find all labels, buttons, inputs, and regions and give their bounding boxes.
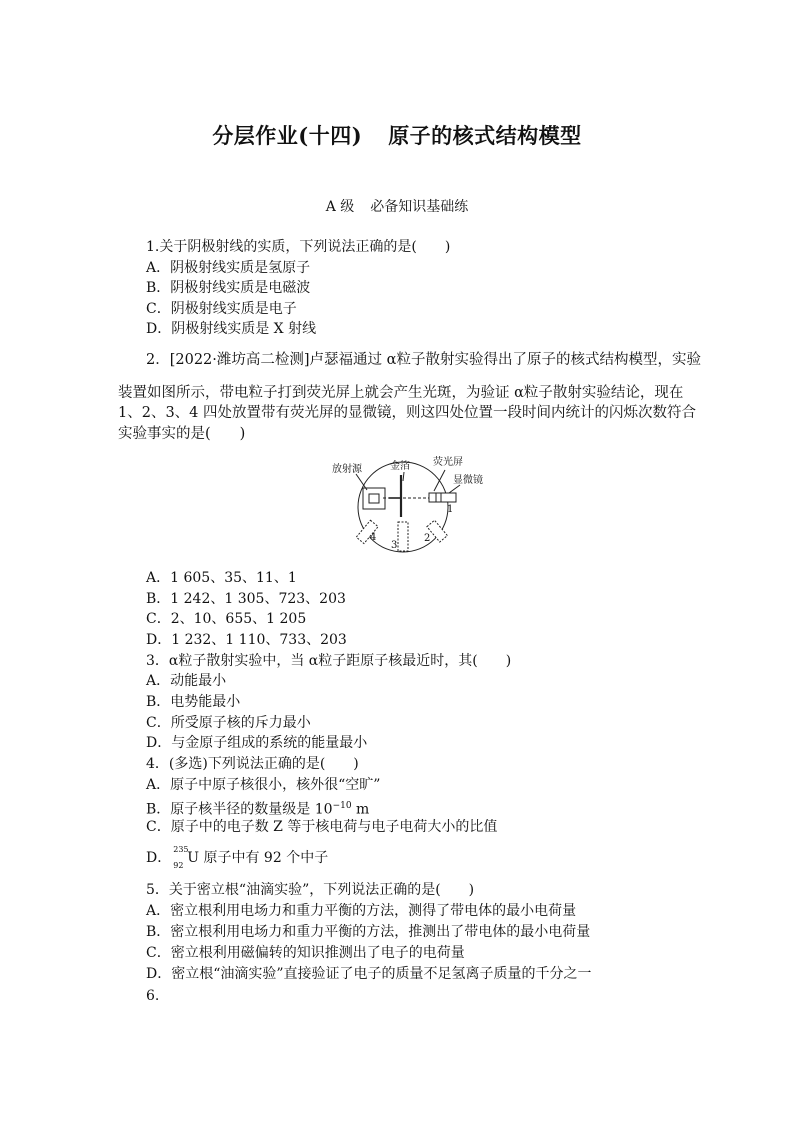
- q2-option-b: B．1 242、1 305、723、203: [146, 591, 346, 607]
- q4-optb-unit: m: [351, 801, 370, 818]
- q3-option-d: D．与金原子组成的系统的能量最小: [146, 735, 368, 751]
- microscope-1: [429, 493, 456, 502]
- section-name: 必备知识基础练: [370, 199, 469, 215]
- q1-option-a: A．阴极射线实质是氢原子: [146, 260, 311, 276]
- mass-number: 235: [173, 845, 189, 854]
- label-screen: 荧光屏: [433, 457, 463, 468]
- q4-option-a: A．原子中原子核很小，核外很“空旷”: [146, 777, 381, 793]
- q3-option-b: B．电势能最小: [146, 694, 241, 710]
- label-pos2: 2: [424, 533, 431, 544]
- title-part2: 原子的核式结构模型: [388, 123, 582, 148]
- q4-optb-text: B．原子核半径的数量级是 10: [146, 801, 333, 818]
- q2-option-d: D．1 232、1 110、733、203: [146, 632, 347, 648]
- q2-stem-line3: 1、2、3、4 四处放置带有荧光屏的显微镜，则这四处位置一段时间内统计的闪烁次数符合: [118, 405, 697, 421]
- rutherford-apparatus-figure: [325, 455, 495, 558]
- uranium-isotope-notation: [171, 845, 189, 870]
- section-heading: [0, 196, 794, 216]
- q5-option-b: B．密立根利用电场力和重力平衡的方法，推测出了带电体的最小电荷量: [146, 924, 591, 940]
- source-box: [363, 488, 385, 509]
- q5-option-d: D．密立根“油滴实验”直接验证了电子的质量不足氢离子质量的千分之一: [146, 966, 592, 982]
- q6-stem: 6.: [146, 988, 160, 1004]
- q4-option-c: C．原子中的电子数 Z 等于核电荷与电子电荷大小的比值: [146, 819, 498, 835]
- microscope-3: [398, 522, 408, 551]
- q4-stem: 4．(多选)下列说法正确的是( ): [146, 756, 359, 772]
- q2-stem-line4: 实验事实的是( ): [118, 426, 246, 442]
- label-source: 放射源: [332, 464, 362, 475]
- q3-option-a: A．动能最小: [146, 673, 227, 689]
- q5-option-a: A．密立根利用电场力和重力平衡的方法，测得了带电体的最小电荷量: [146, 903, 577, 919]
- label-microscope: 显微镜: [453, 475, 483, 486]
- q2-option-a: A．1 605、35、11、1: [146, 570, 297, 586]
- q2-stem-line1: 2．[2022·潍坊高二检测]卢瑟福通过 α粒子散射实验得出了原子的核式结构模型，实验: [146, 352, 701, 368]
- label-foil: 金箔: [390, 461, 410, 472]
- q1-option-c: C．阴极射线实质是电子: [146, 301, 297, 317]
- q1-stem: 1.关于阴极射线的实质，下列说法正确的是( ): [146, 239, 451, 255]
- title-part1: 分层作业(十四): [212, 123, 363, 148]
- q1-option-b: B．阴极射线实质是电磁波: [146, 280, 311, 296]
- q4-option-d: [146, 845, 329, 870]
- q3-option-c: C．所受原子核的斥力最小: [146, 715, 311, 731]
- q4-optb-exponent: −10: [332, 801, 352, 811]
- label-pos4: 4: [370, 532, 377, 543]
- q5-option-c: C．密立根利用磁偏转的知识推测出了电子的电荷量: [146, 945, 465, 961]
- q4-optd-text: U 原子中有 92 个中子: [187, 850, 329, 866]
- section-level: A 级: [325, 199, 355, 215]
- q3-stem: 3．α粒子散射实验中，当 α粒子距原子核最近时，其( ): [146, 653, 512, 669]
- atomic-number: 92: [173, 861, 184, 870]
- q5-stem: 5．关于密立根“油滴实验”，下列说法正确的是( ): [146, 882, 475, 898]
- label-pos3: 3: [391, 540, 398, 551]
- q1-option-d: D．阴极射线实质是 X 射线: [146, 321, 317, 337]
- q4-optd-prefix: D．: [146, 850, 172, 866]
- label-pos1: 1: [447, 504, 454, 515]
- q2-option-c: C．2、10、655、1 205: [146, 611, 307, 627]
- q2-stem-line2: 装置如图所示，带电粒子打到荧光屏上就会产生光斑，为验证 α粒子散射实验结论，现在: [118, 385, 684, 401]
- page-title: [0, 120, 794, 150]
